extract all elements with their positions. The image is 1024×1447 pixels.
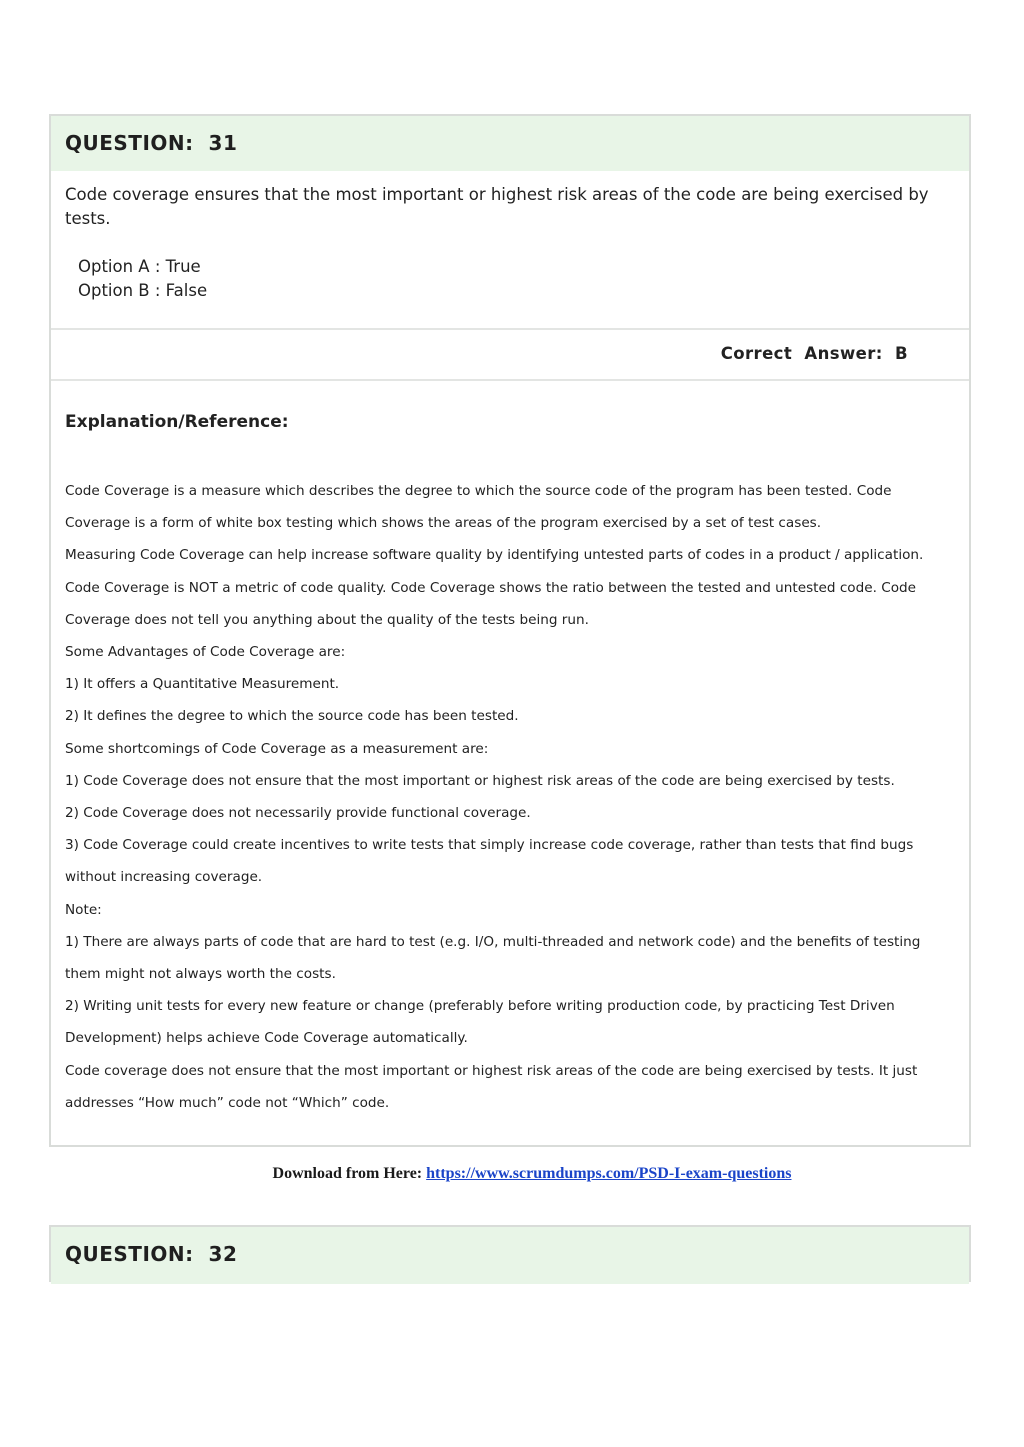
- option-b: Option B : False: [78, 281, 208, 300]
- explanation-paragraph: 2) Writing unit tests for every new feature or change (preferably before writing production code, by practicing Test Driven Development) helps achieve Code Coverage automatically.: [65, 998, 895, 1047]
- explanation-paragraph: Measuring Code Coverage can help increase software quality by identifying untested parts of codes in a product / application.: [65, 547, 924, 564]
- explanation-paragraph: 2) Code Coverage does not necessarily provide functional coverage.: [65, 805, 531, 822]
- explanation-paragraph: 1) It offers a Quantitative Measurement.: [65, 676, 340, 693]
- download-line: [0, 1165, 1024, 1183]
- explanation-paragraph: 3) Code Coverage could create incentives to write tests that simply increase code coverage, rather than tests that find bugs without increasing coverage.: [65, 837, 914, 886]
- explanation-paragraph: Note:: [65, 901, 102, 918]
- question-text: Code coverage ensures that the most important or highest risk areas of the code are being exercised by tests.: [65, 185, 929, 228]
- explanation-paragraph: Some shortcomings of Code Coverage as a measurement are:: [65, 740, 489, 757]
- explanation-paragraph: Some Advantages of Code Coverage are:: [65, 644, 346, 661]
- download-link[interactable]: https://www.scrumdumps.com/PSD-I-exam-questions: [426, 1165, 792, 1182]
- question-title: QUESTION: 32: [65, 1242, 238, 1266]
- question-card-32: [49, 1225, 971, 1282]
- explanation-title: Explanation/Reference:: [65, 412, 289, 432]
- question-header: [51, 116, 969, 171]
- explanation-body: [65, 475, 950, 1119]
- explanation-paragraph: 1) Code Coverage does not ensure that the most important or highest risk areas of the code are being exercised by tests.: [65, 772, 895, 789]
- question-title: QUESTION: 31: [65, 131, 238, 155]
- correct-answer: Correct Answer: B: [720, 344, 908, 363]
- question-card-31: [49, 114, 971, 1147]
- divider: [51, 328, 969, 330]
- explanation-paragraph: 1) There are always parts of code that are hard to test (e.g. I/O, multi-threaded and network code) and the benefits of testing them might not always worth the costs.: [65, 933, 921, 983]
- explanation-paragraph: Code Coverage is a measure which describes the degree to which the source code of the program has been tested. Code Coverage is a form of white box testing which shows the areas of the program exercised by a set of test cases.: [65, 483, 892, 532]
- question-header: [51, 1227, 969, 1284]
- explanation-paragraph: Code coverage does not ensure that the most important or highest risk areas of the code are being exercised by tests. It just addresses “How much” code not “Which” code.: [65, 1062, 918, 1111]
- options-list: [78, 255, 207, 303]
- explanation-paragraph: Code Coverage is NOT a metric of code quality. Code Coverage shows the ratio between the tested and untested code. Code Coverage does not tell you anything about the quality of the tests being run.: [65, 579, 917, 628]
- divider: [51, 379, 969, 381]
- download-label: Download from Here:: [272, 1165, 423, 1182]
- option-a: Option A : True: [78, 257, 201, 276]
- explanation-paragraph: 2) It defines the degree to which the source code has been tested.: [65, 708, 519, 725]
